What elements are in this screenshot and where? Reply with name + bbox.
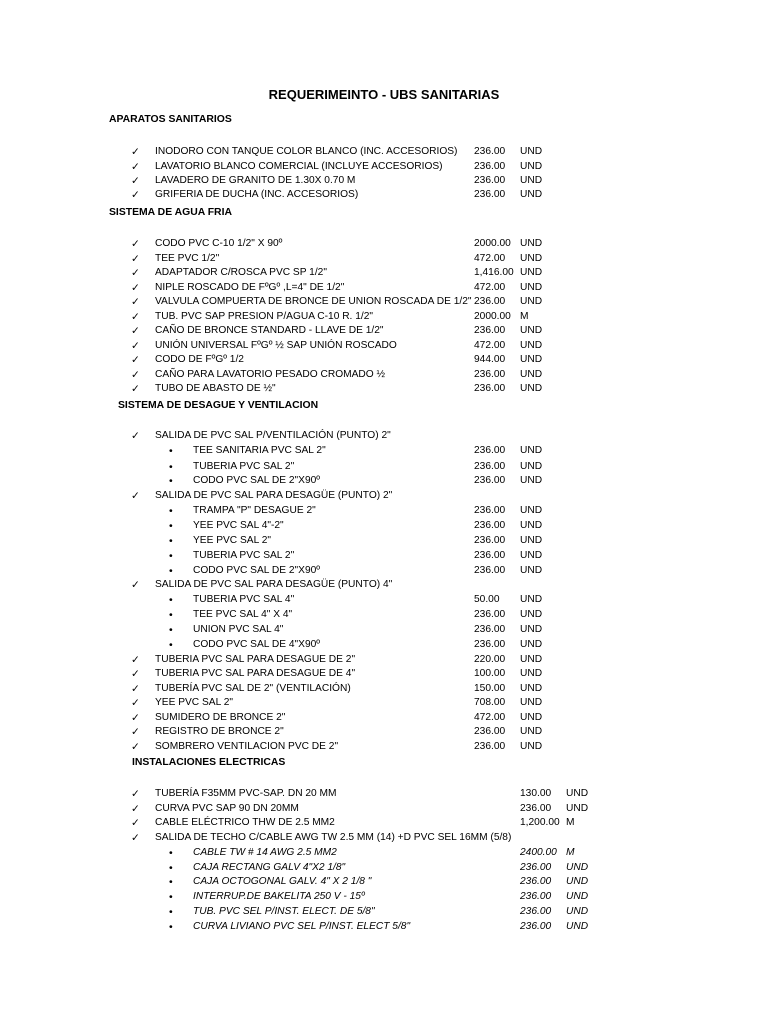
bullet-icon: • <box>169 847 173 859</box>
item-qty: 472.00 <box>474 711 506 723</box>
item-qty: 236.00 <box>474 189 506 200</box>
check-icon: ✓ <box>131 339 140 352</box>
item-qty: 472.00 <box>474 252 506 264</box>
check-icon: ✓ <box>131 354 140 366</box>
bullet-icon: • <box>169 565 173 577</box>
item-qty: 236.00 <box>474 146 506 157</box>
item-label: INTERRUP.DE BAKELITA 250 V - 15º <box>193 891 365 902</box>
check-icon: ✓ <box>131 817 140 829</box>
item-qty: 236.00 <box>520 876 552 887</box>
bullet-icon: • <box>169 535 173 547</box>
bullet-icon: • <box>169 624 173 636</box>
item-label: TUB. PVC SEL P/INST. ELECT. DE 5/8" <box>193 906 375 917</box>
item-qty: 236.00 <box>474 726 506 737</box>
item-unit: UND <box>520 653 543 665</box>
item-unit: UND <box>520 267 543 278</box>
item-unit: UND <box>520 535 543 546</box>
check-icon: ✓ <box>131 189 140 201</box>
item-label: TUBERÍA F35MM PVC-SAP. DN 20 MM <box>155 788 337 799</box>
group-label: SALIDA DE PVC SAL PARA DESAGÜE (PUNTO) 4" <box>155 579 393 590</box>
item-label: CODO PVC SAL DE 2"X90º <box>193 565 320 576</box>
check-icon: ✓ <box>131 726 140 738</box>
item-label: CAJA OCTOGONAL GALV. 4" X 2 1/8 " <box>193 876 372 887</box>
item-qty: 236.00 <box>474 740 506 752</box>
check-icon: ✓ <box>131 653 140 666</box>
check-icon: ✓ <box>131 267 140 279</box>
item-qty: 236.00 <box>474 325 506 336</box>
item-unit: UND <box>566 861 589 873</box>
item-qty: 236.00 <box>474 368 506 380</box>
item-qty: 1,416.00 <box>474 267 514 278</box>
item-qty: 708.00 <box>474 697 506 708</box>
item-qty: 100.00 <box>474 668 506 679</box>
item-label: CAÑO PARA LAVATORIO PESADO CROMADO ½ <box>155 368 386 380</box>
item-label: YEE PVC SAL 2" <box>193 535 271 546</box>
item-qty: 472.00 <box>474 281 506 293</box>
item-qty: 220.00 <box>474 653 506 665</box>
item-unit: UND <box>520 711 543 723</box>
item-label: CABLE ELÉCTRICO THW DE 2.5 MM2 <box>155 817 335 828</box>
check-icon: ✓ <box>131 788 140 800</box>
page-title: REQUERIMEINTO - UBS SANITARIAS <box>268 87 500 102</box>
item-unit: UND <box>520 189 543 200</box>
item-qty: 236.00 <box>474 565 506 576</box>
item-qty: 130.00 <box>520 788 552 799</box>
item-label: TEE PVC 1/2" <box>155 252 220 264</box>
item-qty: 236.00 <box>474 609 506 620</box>
item-label: UNION PVC SAL 4" <box>193 624 284 635</box>
item-unit: UND <box>566 876 589 887</box>
item-unit: UND <box>520 339 543 351</box>
item-label: UNIÓN UNIVERSAL FºGº ½ SAP UNIÓN ROSCADO <box>155 339 397 351</box>
item-unit: M <box>520 310 529 322</box>
bullet-icon: • <box>169 520 173 532</box>
item-unit: UND <box>566 921 589 932</box>
check-icon: ✓ <box>131 831 140 844</box>
item-unit: UND <box>520 146 543 157</box>
item-qty: 236.00 <box>474 296 506 307</box>
item-qty: 472.00 <box>474 339 506 351</box>
item-unit: UND <box>566 803 589 814</box>
bullet-icon: • <box>169 876 173 888</box>
item-unit: UND <box>520 383 543 394</box>
item-label: NIPLE ROSCADO DE FºGº ,L=4" DE 1/2" <box>155 281 345 293</box>
item-qty: 236.00 <box>474 639 506 650</box>
item-label: CAJA RECTANG GALV 4"X2 1/8" <box>193 861 346 873</box>
item-unit: UND <box>520 460 543 472</box>
item-label: CAÑO DE BRONCE STANDARD - LLAVE DE 1/2" <box>155 325 384 336</box>
item-label: CODO DE FºGº 1/2 <box>155 354 244 365</box>
section-heading: SISTEMA DE DESAGUE Y VENTILACION <box>118 400 319 411</box>
check-icon: ✓ <box>131 383 140 395</box>
item-label: INODORO CON TANQUE COLOR BLANCO (INC. ACCESORIOS) <box>155 146 458 157</box>
item-qty: 236.00 <box>520 906 552 917</box>
check-icon: ✓ <box>131 146 140 158</box>
item-qty: 50.00 <box>474 594 500 605</box>
bullet-icon: • <box>169 460 173 473</box>
item-qty: 2000.00 <box>474 310 511 322</box>
check-icon: ✓ <box>131 310 140 323</box>
check-icon: ✓ <box>131 296 140 308</box>
bullet-icon: • <box>169 639 173 651</box>
item-qty: 236.00 <box>474 475 506 486</box>
item-label: TUBO DE ABASTO DE ½" <box>155 383 276 394</box>
item-qty: 236.00 <box>520 921 552 932</box>
check-icon: ✓ <box>131 281 140 294</box>
item-unit: M <box>566 847 575 858</box>
item-label: YEE PVC SAL 2" <box>155 697 233 708</box>
check-icon: ✓ <box>131 430 140 442</box>
check-icon: ✓ <box>131 711 140 724</box>
bullet-icon: • <box>169 921 173 933</box>
item-qty: 2000.00 <box>474 238 511 249</box>
item-qty: 236.00 <box>474 535 506 546</box>
check-icon: ✓ <box>131 252 140 265</box>
item-label: GRIFERIA DE DUCHA (INC. ACCESORIOS) <box>155 189 359 200</box>
item-unit: UND <box>520 550 543 561</box>
item-unit: UND <box>520 354 543 365</box>
item-label: CABLE TW # 14 AWG 2.5 MM2 <box>193 847 337 858</box>
item-qty: 236.00 <box>520 861 552 873</box>
item-label: CURVA LIVIANO PVC SEL P/INST. ELECT 5/8" <box>193 921 411 932</box>
check-icon: ✓ <box>131 238 140 250</box>
bullet-icon: • <box>169 505 173 517</box>
item-label: CODO PVC C-10 1/2" X 90º <box>155 238 283 249</box>
item-label: TUBERIA PVC SAL PARA DESAGUE DE 4" <box>155 668 356 679</box>
item-unit: UND <box>520 624 543 635</box>
item-unit: UND <box>520 520 543 531</box>
group-label: SALIDA DE TECHO C/CABLE AWG TW 2.5 MM (14) +D PVC SEL 16MM (5/8) <box>155 831 512 843</box>
item-label: VALVULA COMPUERTA DE BRONCE DE UNION ROSCADA DE 1/2" <box>155 296 472 307</box>
item-label: YEE PVC SAL 4"-2" <box>193 520 284 531</box>
section-heading: INSTALACIONES ELECTRICAS <box>132 757 286 768</box>
item-qty: 236.00 <box>474 505 506 516</box>
item-unit: UND <box>566 906 589 917</box>
item-label: ADAPTADOR C/ROSCA PVC SP 1/2" <box>155 267 327 278</box>
bullet-icon: • <box>169 906 173 918</box>
item-unit: UND <box>520 252 543 264</box>
check-icon: ✓ <box>131 668 140 680</box>
group-label: SALIDA DE PVC SAL PARA DESAGÜE (PUNTO) 2" <box>155 490 393 501</box>
item-unit: UND <box>520 505 543 516</box>
item-qty: 1,200.00 <box>520 817 560 828</box>
item-qty: 236.00 <box>474 624 506 635</box>
item-unit: UND <box>520 682 543 694</box>
check-icon: ✓ <box>131 368 140 381</box>
item-unit: UND <box>520 325 543 336</box>
check-icon: ✓ <box>131 175 140 187</box>
item-qty: 236.00 <box>474 383 506 394</box>
item-label: TUBERIA PVC SAL 2" <box>193 550 295 561</box>
check-icon: ✓ <box>131 697 140 709</box>
bullet-icon: • <box>169 550 173 562</box>
bullet-icon: • <box>169 445 173 457</box>
item-qty: 236.00 <box>474 550 506 561</box>
item-unit: UND <box>520 368 543 380</box>
bullet-icon: • <box>169 891 173 903</box>
bullet-icon: • <box>169 475 173 487</box>
item-unit: UND <box>520 445 543 456</box>
item-label: TUBERIA PVC SAL 2" <box>193 460 295 472</box>
section-heading: APARATOS SANITARIOS <box>109 114 232 125</box>
item-label: SUMIDERO DE BRONCE 2" <box>155 711 286 723</box>
item-label: CURVA PVC SAP 90 DN 20MM <box>155 803 299 814</box>
item-label: CODO PVC SAL DE 2"X90º <box>193 475 320 486</box>
check-icon: ✓ <box>131 803 140 815</box>
item-label: CODO PVC SAL DE 4"X90º <box>193 639 320 650</box>
section-heading: SISTEMA DE AGUA FRIA <box>109 207 232 218</box>
item-unit: UND <box>520 697 543 708</box>
item-unit: UND <box>520 594 543 605</box>
item-label: LAVADERO DE GRANITO DE 1.30X 0.70 M <box>155 175 356 186</box>
item-unit: UND <box>520 668 543 679</box>
item-unit: UND <box>566 788 589 799</box>
item-label: TEE SANITARIA PVC SAL 2" <box>193 445 326 456</box>
item-label: TEE PVC SAL 4" X 4" <box>193 609 293 620</box>
item-unit: UND <box>520 281 543 293</box>
item-unit: UND <box>520 740 543 752</box>
item-unit: UND <box>520 475 543 486</box>
check-icon: ✓ <box>131 682 140 695</box>
item-qty: 944.00 <box>474 354 506 365</box>
item-unit: UND <box>520 160 543 172</box>
item-qty: 236.00 <box>474 460 506 472</box>
bullet-icon: • <box>169 861 173 874</box>
item-label: TRAMPA "P" DESAGUE 2" <box>193 505 316 516</box>
item-unit: UND <box>520 609 543 620</box>
item-label: TUBERIA PVC SAL 4" <box>193 594 295 605</box>
item-unit: UND <box>520 238 543 249</box>
check-icon: ✓ <box>131 490 140 502</box>
item-qty: 236.00 <box>520 891 552 902</box>
item-label: TUB. PVC SAP PRESION P/AGUA C-10 R. 1/2" <box>155 310 374 322</box>
item-label: LAVATORIO BLANCO COMERCIAL (INCLUYE ACCESORIOS) <box>155 160 443 172</box>
item-qty: 236.00 <box>474 160 506 172</box>
check-icon: ✓ <box>131 325 140 337</box>
item-qty: 236.00 <box>474 175 506 186</box>
item-unit: UND <box>520 726 543 737</box>
item-label: TUBERÍA PVC SAL DE 2" (VENTILACIÓN) <box>155 682 351 694</box>
item-qty: 236.00 <box>474 445 506 456</box>
item-label: TUBERIA PVC SAL PARA DESAGUE DE 2" <box>155 653 356 665</box>
item-unit: UND <box>520 639 543 650</box>
item-unit: UND <box>520 175 543 186</box>
item-unit: UND <box>520 296 543 307</box>
item-qty: 236.00 <box>520 803 552 814</box>
item-unit: UND <box>520 565 543 576</box>
item-qty: 236.00 <box>474 520 506 531</box>
item-label: REGISTRO DE BRONCE 2" <box>155 726 284 737</box>
bullet-icon: • <box>169 594 173 606</box>
item-unit: UND <box>566 891 589 902</box>
item-qty: 2400.00 <box>520 847 557 858</box>
check-icon: ✓ <box>131 740 140 753</box>
item-unit: M <box>566 817 575 828</box>
item-label: SOMBRERO VENTILACION PVC DE 2" <box>155 740 339 752</box>
group-label: SALIDA DE PVC SAL P/VENTILACIÓN (PUNTO) 2" <box>155 430 391 441</box>
check-icon: ✓ <box>131 579 140 591</box>
item-qty: 150.00 <box>474 682 506 694</box>
bullet-icon: • <box>169 609 173 621</box>
check-icon: ✓ <box>131 160 140 173</box>
